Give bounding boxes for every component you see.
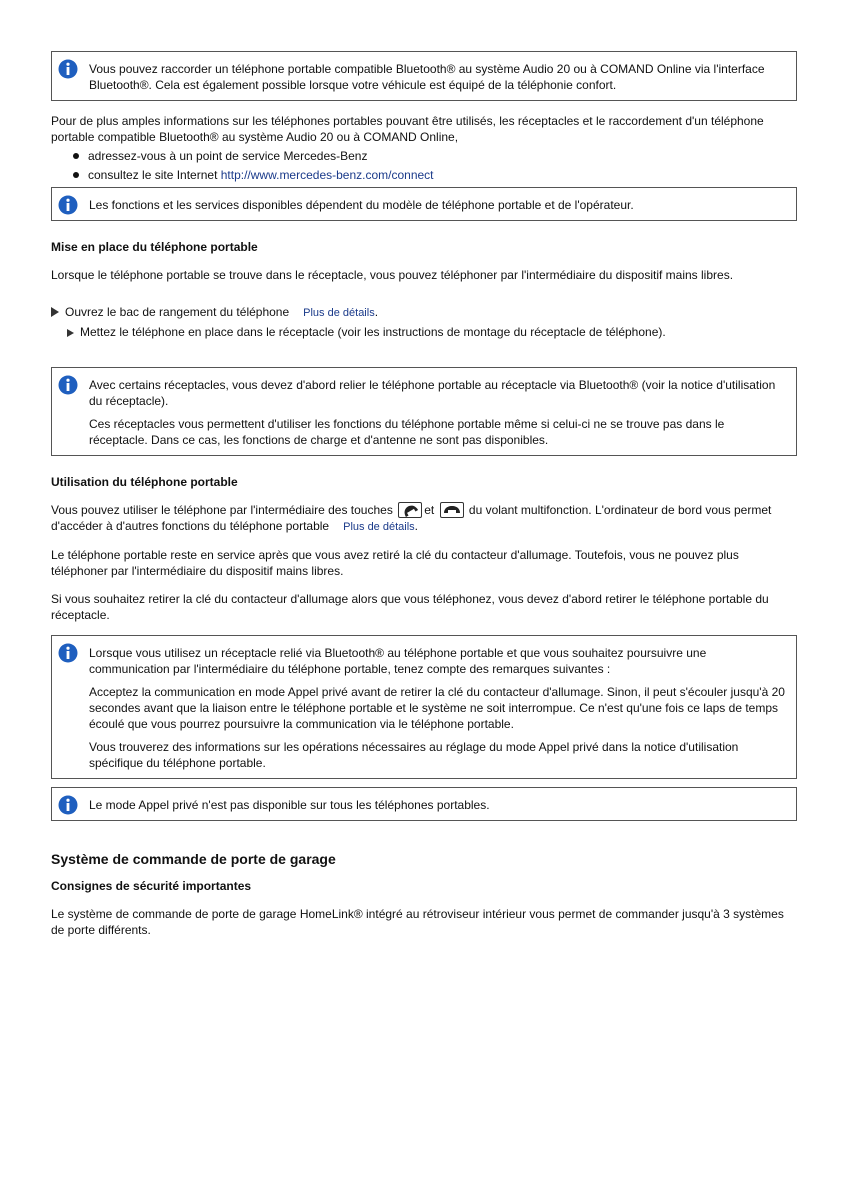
util-text-3: Si vous souhaitez retirer la clé du contacteur d'allumage alors que vous téléphonez, vous devez d'abord retirer le téléphone portable du réceptacle.: [51, 592, 769, 622]
info-note-bluetooth: [51, 51, 797, 101]
note-text: Le mode Appel privé n'est pas disponible sur tous les téléphones portables.: [89, 798, 490, 812]
connect-link[interactable]: http://www.mercedes-benz.com/connect: [220, 168, 434, 182]
note-text: Vous pouvez raccorder un téléphone portable compatible Bluetooth® au système Audio 20 ou à COMAND Online via l'interface Bluetooth®. Cela est également possible lorsque votre véhicule est équipé de la téléphonie confort.: [89, 62, 765, 92]
step-arrow-icon: [51, 307, 59, 317]
step-1: Ouvrez le bac de rangement du téléphone Plus de détails.: [51, 304, 797, 321]
list-item: consultez le site Internet http://www.mercedes-benz.com/connect: [51, 167, 797, 183]
util-text-2: Le téléphone portable reste en service après que vous avez retiré la clé du contacteur d'allumage. Toutefois, vous ne pouvez plus téléphoner par l'intermédiaire du dispositif mains libres.: [51, 548, 739, 578]
note-text: Vous trouverez des informations sur les opérations nécessaires au réglage du mode Appel privé dans la notice d'utilisation spécifique du téléphone portable.: [89, 740, 739, 770]
info-icon: [58, 375, 78, 395]
manual-page: [51, 51, 797, 938]
intro-list: [51, 148, 797, 183]
step-arrow-icon: [67, 329, 74, 337]
info-icon: [58, 795, 78, 815]
info-icon: [58, 195, 78, 215]
section-heading-util: Utilisation du téléphone portable: [51, 475, 238, 489]
note-text: Acceptez la communication en mode Appel privé avant de retirer la clé du contacteur d'allumage. Sinon, il peut s'écouler jusqu'à 20 secondes avant que la liaison entre le téléphone portable et le système ne soit interrompue. Ce n'est qu'une fois ce laps de temps écoulé que vous pourrez poursuivre la communication via le téléphone portable.: [89, 685, 785, 731]
section-heading-garage: Système de commande de porte de garage: [51, 851, 336, 867]
info-note-private-mode: [51, 787, 797, 821]
phone-pickup-icon: [398, 502, 422, 518]
info-icon: [58, 59, 78, 79]
mise-text: Lorsque le téléphone portable se trouve dans le réceptacle, vous pouvez téléphoner par l'intermédiaire du dispositif mains libres.: [51, 268, 734, 282]
section-heading-mise: Mise en place du téléphone portable: [51, 240, 258, 254]
note-text: Lorsque vous utilisez un réceptacle relié via Bluetooth® au téléphone portable et que vous souhaitez poursuivre une communication par l'intermédiaire du téléphone portable, tenez compte des remarques suivantes :: [89, 646, 707, 676]
subheading-safety: Consignes de sécurité importantes: [51, 879, 252, 893]
note-text: Avec certains réceptacles, vous devez d'abord relier le téléphone portable au réceptacle via Bluetooth® (voir la notice d'utilisation du réceptacle).: [89, 378, 776, 408]
note-text: Ces réceptacles vous permettent d'utiliser les fonctions du téléphone portable même si celui-ci ne se trouve pas dans le réceptacle. Dans ce cas, les fonctions de charge et d'antenne ne sont pas disponibles.: [89, 417, 725, 447]
info-icon: [58, 643, 78, 663]
more-details-link[interactable]: Plus de détails: [303, 307, 375, 319]
phone-hangup-icon: [440, 502, 464, 518]
info-note-private-call: [51, 635, 797, 779]
util-text-1: Vous pouvez utiliser le téléphone par l'intermédiaire des touches et du volant multifonction. L'ordinateur de bord vous permet d'accéder à d'autres fonctions du téléphone portable Plus de détails.: [51, 503, 772, 533]
intro-text: Pour de plus amples informations sur les téléphones portables pouvant être utilisés, les réceptacles et le raccordement d'un téléphone portable compatible Bluetooth® au système Audio 20 ou à COMAND Online,: [51, 114, 764, 144]
list-item: adressez-vous à un point de service Mercedes-Benz: [51, 148, 797, 164]
garage-text: Le système de commande de porte de garage HomeLink® intégré au rétroviseur intérieur vous permet de commander jusqu'à 3 systèmes de porte différents.: [51, 907, 784, 937]
note-text: Les fonctions et les services disponibles dépendent du modèle de téléphone portable et de l'opérateur.: [89, 198, 634, 212]
info-note-services: [51, 187, 797, 221]
step-2: Mettez le téléphone en place dans le réceptacle (voir les instructions de montage du réceptacle de téléphone).: [51, 324, 797, 340]
info-note-receptacle: [51, 367, 797, 456]
more-details-link[interactable]: Plus de détails: [343, 521, 415, 533]
